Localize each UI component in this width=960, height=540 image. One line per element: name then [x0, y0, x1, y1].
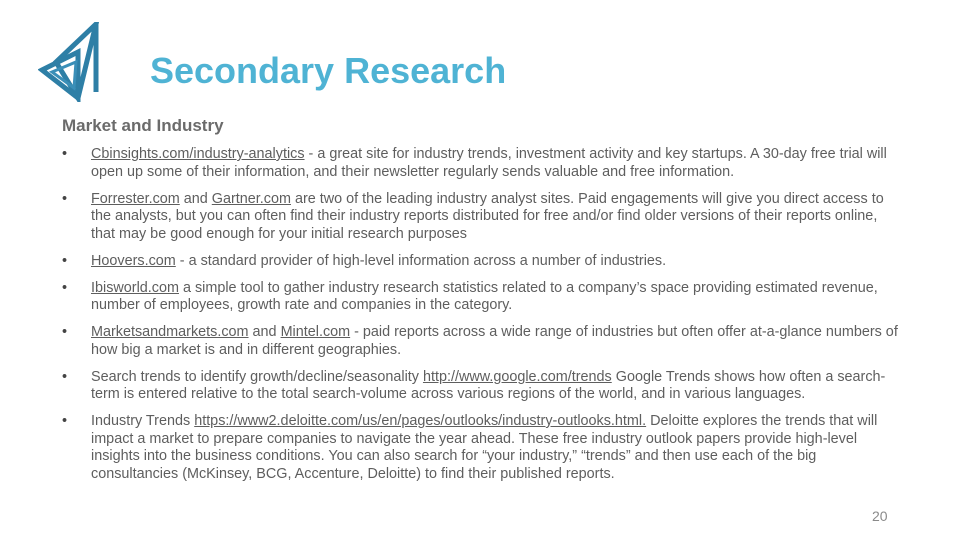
link-forrester[interactable]: Forrester.com: [91, 190, 180, 207]
item-text: and: [179, 190, 212, 207]
bullet-icon: •: [62, 413, 68, 429]
list-item: [62, 369, 902, 404]
bullet-icon: •: [62, 252, 68, 269]
item-text: - a great site for industry trends, investment activity and key startups. A 30-day free trial will open up some of their information, and their newsletter regularly sends valuable and free information.: [91, 146, 887, 180]
list-item: [62, 253, 902, 271]
item-text: - a standard provider of high-level information across a number of industries.: [175, 252, 667, 269]
link-mintel[interactable]: Mintel.com: [280, 324, 351, 340]
section-heading: Market and Industry: [62, 116, 224, 135]
list-item: [62, 146, 902, 181]
item-text: Search trends to identify growth/decline/seasonality: [91, 368, 423, 385]
bullet-icon: •: [62, 324, 68, 340]
bullet-icon: •: [62, 368, 68, 385]
item-text: Google Trends shows how often a search-term is entered relative to the total search-volume across various regions of the world, and in various languages.: [91, 368, 886, 402]
item-text: and: [248, 324, 281, 340]
link-hoovers[interactable]: Hoovers.com: [91, 252, 176, 269]
bullet-list: [62, 146, 902, 493]
link-ibisworld[interactable]: Ibisworld.com: [91, 279, 179, 296]
slide-title: Secondary Research: [150, 50, 507, 91]
item-text: a simple tool to gather industry research statistics related to a company’s space providing estimated revenue, number of employees, growth rate and companies in the category.: [91, 279, 878, 313]
list-item: [62, 413, 902, 483]
item-text: are two of the leading industry analyst sites. Paid engagements will give you direct access to the analysts, but you can often find their industry reports distributed for free and/or find older versions of their reports online, that may be good enough for your initial research purposes: [91, 190, 884, 242]
link-google-trends[interactable]: http://www.google.com/trends: [422, 368, 612, 385]
bullet-icon: •: [62, 190, 68, 207]
page-number: 20: [872, 508, 888, 524]
link-gartner[interactable]: Gartner.com: [211, 190, 291, 207]
item-text: Industry Trends: [91, 413, 195, 429]
item-text: Deloitte explores the trends that will impact a market to prepare companies to navigate the year ahead. These free industry outlook papers provide high-level insights into the business conditions. You can also search for “your industry,” “trends” and then use each of the big consultancies (McKinsey, BCG, Accenture, Deloitte) to find their published reports.: [91, 413, 878, 482]
bullet-icon: •: [62, 146, 68, 162]
bullet-icon: •: [62, 279, 68, 296]
list-item: [62, 280, 902, 315]
list-item: [62, 191, 902, 244]
geometric-triangle-logo-icon: [38, 22, 102, 102]
link-cbinsights[interactable]: Cbinsights.com/industry-analytics: [91, 146, 305, 162]
link-marketsandmarkets[interactable]: Marketsandmarkets.com: [91, 324, 249, 340]
item-text: - paid reports across a wide range of industries but often offer at-a-glance numbers of how big a market is and in different geographies.: [91, 324, 898, 358]
list-item: [62, 324, 902, 359]
link-deloitte[interactable]: https://www2.deloitte.com/us/en/pages/outlooks/industry-outlooks.html.: [194, 413, 647, 429]
